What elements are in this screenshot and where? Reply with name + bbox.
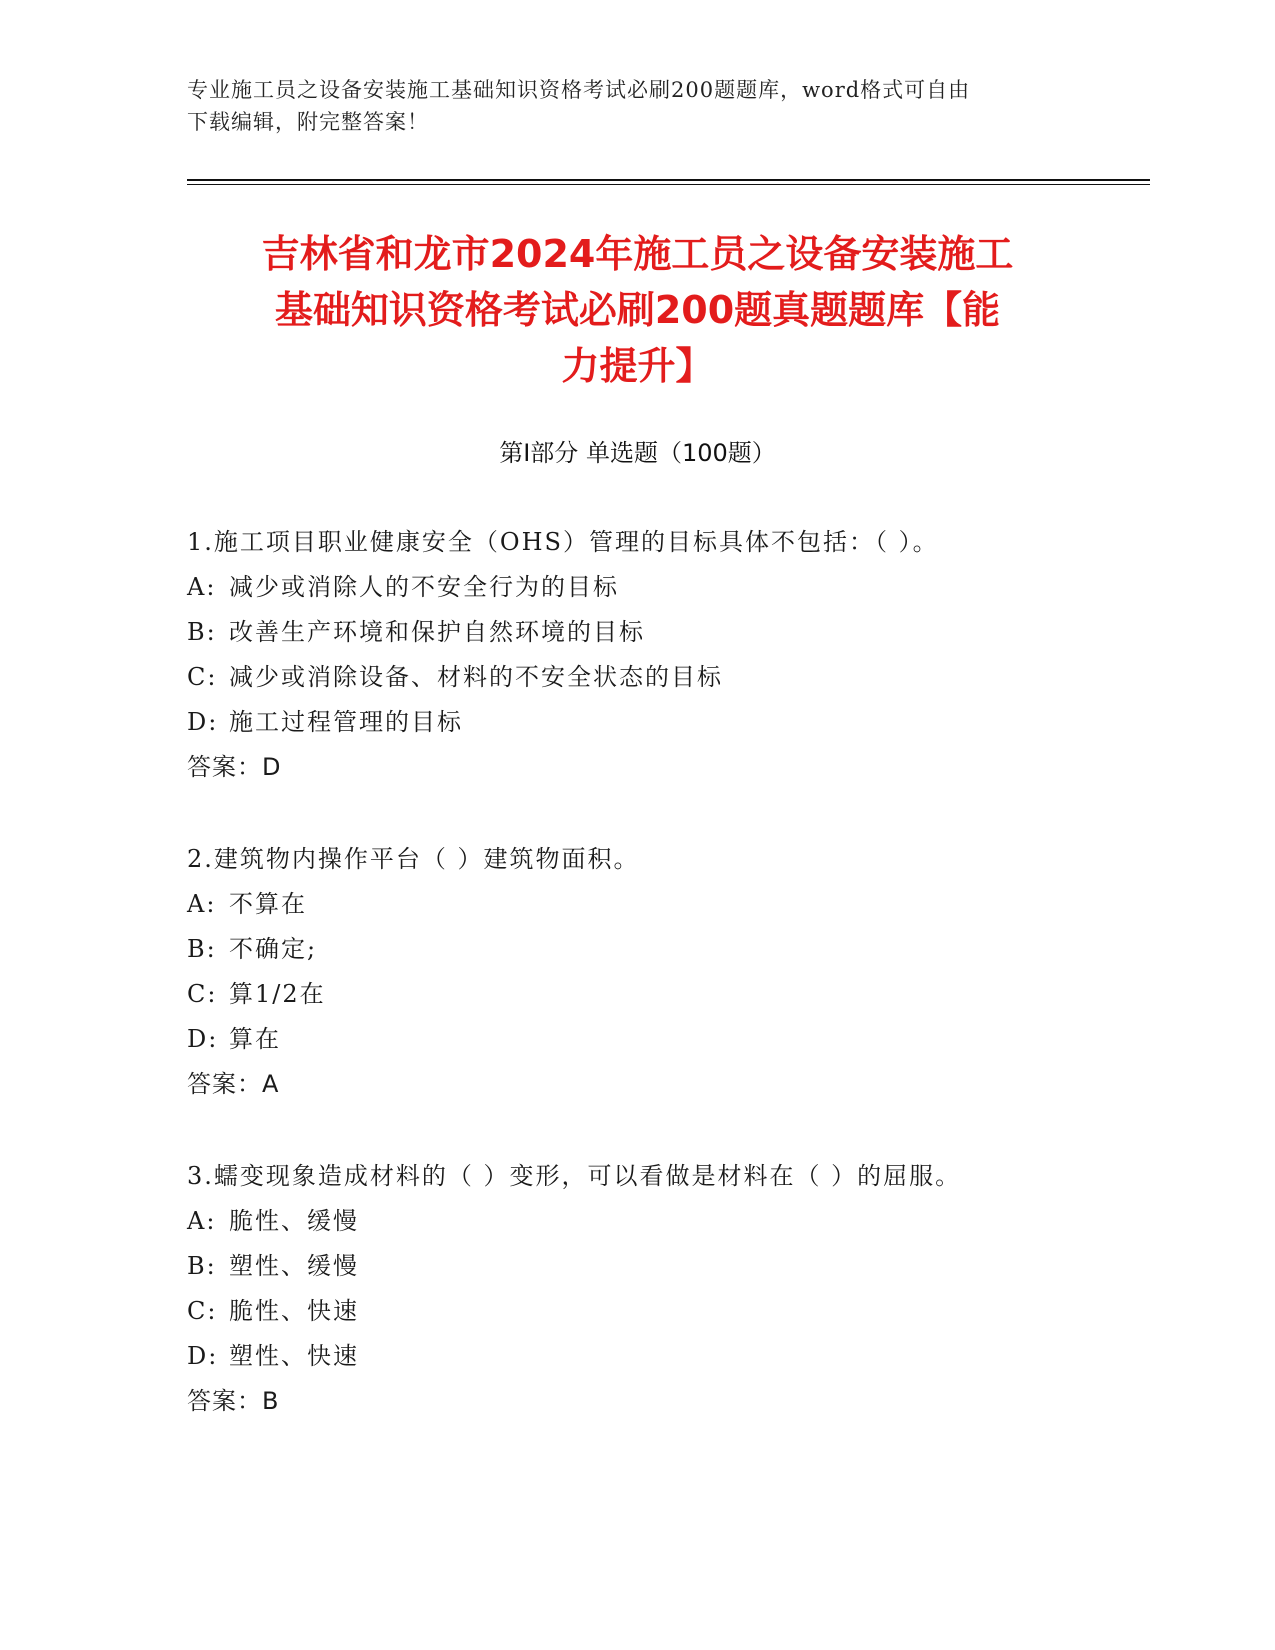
option-key: C: xyxy=(187,1297,218,1325)
option-text: 塑性、快速 xyxy=(229,1342,359,1370)
document-title-line-1: 吉林省和龙市2024年施工员之设备安装施工 xyxy=(261,232,1014,276)
answer-line: 答案：B xyxy=(187,1387,280,1415)
option-text: 减少或消除设备、材料的不安全状态的目标 xyxy=(229,663,723,691)
option-text: 施工过程管理的目标 xyxy=(229,708,463,736)
option-text: 脆性、缓慢 xyxy=(229,1207,359,1235)
option-d xyxy=(187,1334,1147,1379)
header-note-line-2: 下载编辑，附完整答案！ xyxy=(187,110,429,134)
document-title xyxy=(150,226,1125,394)
option-key: C: xyxy=(187,663,218,691)
question-stem: 3.蠕变现象造成材料的（ ）变形，可以看做是材料在（ ）的屈服。 xyxy=(187,1162,962,1190)
option-c xyxy=(187,972,1147,1017)
header-rule-thin xyxy=(187,184,1150,185)
question-stem: 2.建筑物内操作平台（ ）建筑物面积。 xyxy=(187,845,640,873)
option-b xyxy=(187,1244,1147,1289)
option-text: 改善生产环境和保护自然环境的目标 xyxy=(229,618,645,646)
answer-line: 答案：A xyxy=(187,1070,280,1098)
section-heading: 第Ⅰ部分 单选题（100题） xyxy=(499,439,776,467)
option-key: D: xyxy=(187,1342,219,1370)
question-block xyxy=(187,520,1147,790)
question-stem: 1.施工项目职业健康安全（OHS）管理的目标具体不包括：（ ）。 xyxy=(187,528,939,556)
document-title-line-2: 基础知识资格考试必刷200题真题题库【能 xyxy=(274,288,1001,332)
header-note xyxy=(187,74,1067,138)
option-key: D: xyxy=(187,708,219,736)
option-b xyxy=(187,927,1147,972)
option-key: A: xyxy=(187,1207,217,1235)
option-key: B: xyxy=(187,618,217,646)
option-key: B: xyxy=(187,1252,217,1280)
option-c xyxy=(187,1289,1147,1334)
option-text: 减少或消除人的不安全行为的目标 xyxy=(229,573,619,601)
option-key: D: xyxy=(187,1025,219,1053)
option-a xyxy=(187,565,1147,610)
option-b xyxy=(187,610,1147,655)
option-text: 不算在 xyxy=(229,890,307,918)
option-text: 不确定; xyxy=(229,935,318,963)
option-text: 脆性、快速 xyxy=(229,1297,359,1325)
option-a xyxy=(187,1199,1147,1244)
document-title-line-3: 力提升】 xyxy=(561,344,714,388)
option-key: A: xyxy=(187,890,217,918)
header-rule-thick xyxy=(187,179,1150,181)
option-d xyxy=(187,1017,1147,1062)
option-key: A: xyxy=(187,573,217,601)
question-block xyxy=(187,1154,1147,1424)
option-key: C: xyxy=(187,980,218,1008)
option-text: 算在 xyxy=(229,1025,281,1053)
option-d xyxy=(187,700,1147,745)
option-c xyxy=(187,655,1147,700)
option-a xyxy=(187,882,1147,927)
answer-line: 答案：D xyxy=(187,753,282,781)
question-block xyxy=(187,837,1147,1107)
option-text: 塑性、缓慢 xyxy=(229,1252,359,1280)
option-text: 算1/2在 xyxy=(229,980,326,1008)
option-key: B: xyxy=(187,935,217,963)
header-note-line-1: 专业施工员之设备安装施工基础知识资格考试必刷200题题库，word格式可自由 xyxy=(187,78,971,102)
